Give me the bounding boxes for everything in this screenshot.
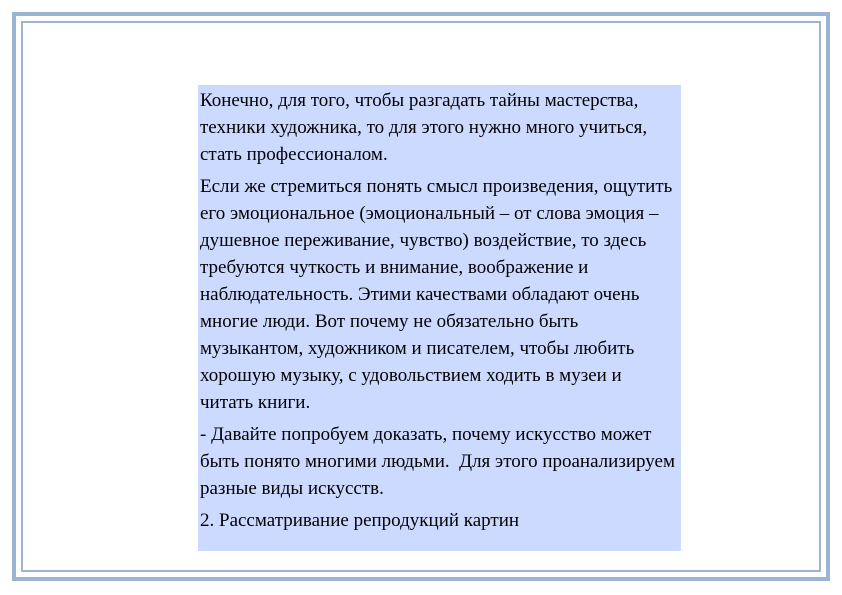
paragraph-proposal: - Давайте попробуем доказать, почему искусство может быть понято многими людьми. Для этого проанализируем разные виды искусств. xyxy=(200,424,680,499)
paragraph-section-heading: 2. Рассматривание репродукций картин xyxy=(200,510,520,531)
paragraph-meaning: Если же стремиться понять смысл произведения, ощутить его эмоциональное (эмоциональный – от слова эмоция – душевное переживание, чувство) воздействие, то здесь требуются чуткость и внимание, воображение и наблюдательность. Этими качествами обладают очень многие люди. Вот почему не обязательно быть музыкантом, художником и писателем, чтобы любить хорошую музыку, с удовольствием ходить в музеи и читать книги. xyxy=(200,176,678,413)
text-box xyxy=(198,85,681,551)
paragraph-intro: Конечно, для того, чтобы разгадать тайны мастерства, техники художника, то для этого нужно много учиться, стать профессионалом. xyxy=(200,90,652,165)
